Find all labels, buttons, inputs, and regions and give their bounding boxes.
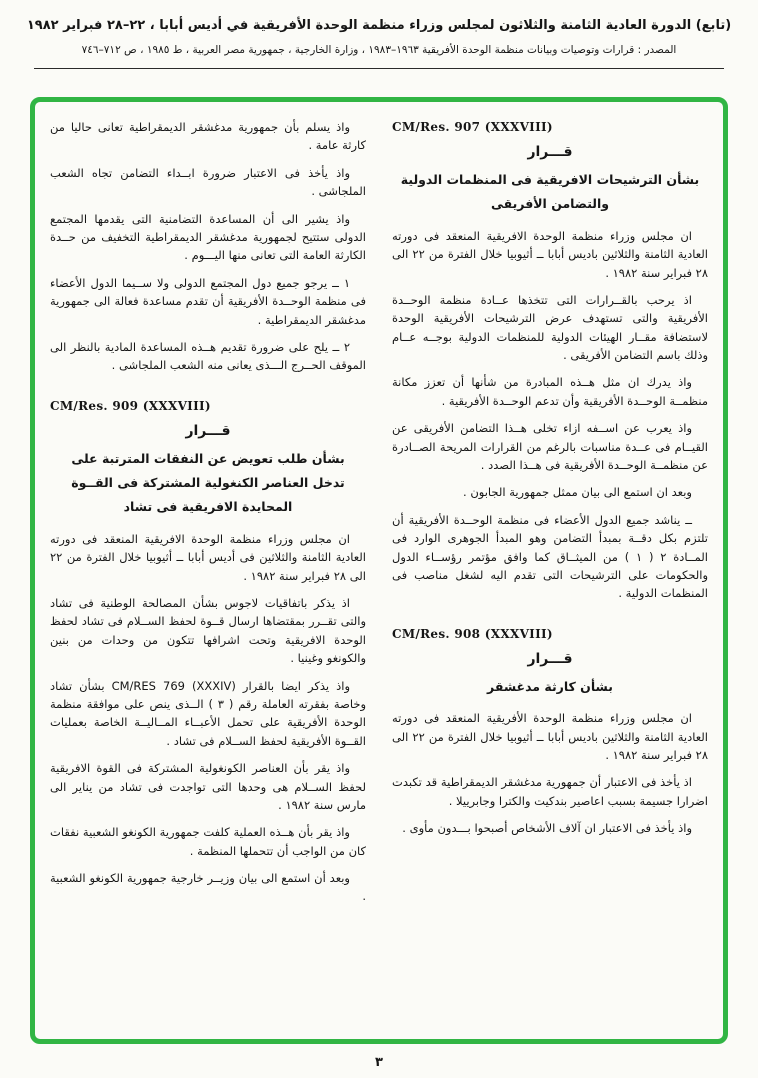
paragraph: واذ يدرك ان مثل هــذه المبادرة من شأنها أن تعزز مكانة منظمــة الوحــدة الأفريقية وأن تدعم الوحــدة الأفريقية . — [392, 375, 708, 408]
resolution-number-907: CM/Res. 907 (XXXVIII) — [392, 120, 553, 134]
paragraph: واذ يشير الى أن المساعدة التضامنية التى يقدمها المجتمع الدولى ستتيح لجمهورية مدغشقر الديمقراطية التخفيف من حــدة الكارثة العامة التى تعانى منها اليـــوم . — [50, 211, 366, 263]
column-right — [392, 118, 708, 1027]
paragraph: اذ يأخذ فى الاعتبار أن جمهورية مدغشقر الديمقراطية قد تكبدت اضرارا جسيمة بسبب اعاصير بندكيت والكترا وجابرييلا . — [392, 775, 708, 808]
paragraph: واذ يأخذ فى الاعتبار ضرورة ابــداء التضامن تجاه الشعب الملجاشى . — [50, 165, 366, 199]
paragraph: وبعد أن استمع الى بيان وزيــر خارجية جمهورية الكونغو الشعبية . — [50, 871, 366, 904]
resolution-number-908: CM/Res. 908 (XXXVIII) — [392, 626, 553, 641]
paragraph: واذ يأخذ فى الاعتبار ان آلاف الأشخاص أصبحوا بـــدون مأوى . — [402, 821, 692, 836]
resolution-title-908: بشأن كارثة مدغشقر — [487, 678, 613, 694]
green-border-frame — [30, 97, 728, 1044]
paragraph: اذ يذكر باتفاقيات لاجوس بشأن المصالحة الوطنية فى تشاد والتى تقــرر بمقتضاها ارسال قــوة لحفظ الســلام فى تشاد لحفظ الوحدة الافريقية وتحت اشرافها تتكون من وحدات من بنين والكونغو وغينيا . — [50, 595, 366, 666]
paragraph: واذ يقر بأن العناصر الكونغولية المشتركة فى القوة الافريقية لحفظ الســلام هى وحدها التى تواجدت فى تشاد من يناير الى مارس سنة ١٩٨٢ . — [50, 761, 366, 812]
paragraph: واذ يعرب عن اســفه ازاء تخلى هــذا التضامن الأفريقى عن القيــام فى عــدة مناسبات بالرغم من القرارات المريحة الصــادرة عن منظمــة الوحــدة الأفريقية فى هــذا الصدد . — [392, 421, 708, 473]
header-title: (تابع) الدورة العادية الثامنة والثلاثون لمجلس وزراء منظمة الوحدة الأفريقية في أديس أبابا ، ٢٢–٢٨ فبراير ١٩٨٢ — [26, 18, 732, 33]
header-divider — [34, 68, 724, 69]
resolution-heading-908: قـــرار — [527, 650, 573, 667]
document-header — [0, 0, 758, 60]
paragraph: ١ ــ يرجو جميع دول المجتمع الدولى ولا ســيما الدول الأعضاء فى منظمة الوحــدة الأفريقية أن تقدم مساعدة فعالة الى جمهورية مدغشقر الديمقراطية . — [50, 275, 366, 327]
paragraph: واذ يذكر ايضا بالقرار CM/RES 769 (XXXIV) بشأن تشاد وخاصة بفقرته العاملة رقم ( ٣ ) الــذى ينص على موافقة منظمة الوحدة الأفريقية على تحمل الأعبــاء المــاليــة الخاصة بعمليات القــوة الأفريقية لحفظ الســلام فى تشاد . — [50, 678, 366, 748]
page-number: ٣ — [375, 1055, 383, 1070]
header-source-line: المصدر : قرارات وتوصيات وبيانات منظمة الوحدة الأفريقية ١٩٦٣–١٩٨٣ ، وزارة الخارجية ، جمهورية مصر العربية ، ط ١٩٨٥ ، ص ٧١٢–٧٤٦ — [81, 43, 677, 56]
paragraph: ٢ ــ يلح على ضرورة تقديم هــذه المساعدة المادية بالنظر الى الموقف الحــرج الـــذى يعانى منه الشعب الملجاشى . — [50, 339, 366, 373]
paragraph: وبعد ان استمع الى بيان ممثل جمهورية الجابون . — [463, 485, 692, 500]
resolution-title-909: بشأن طلب تعويض عن النفقات المترتبة على تدخل العناصر الكنغولية المشتركة فى القــوة المحايدة الافريقية فى تشاد — [71, 450, 345, 515]
paragraph: ان مجلس وزراء منظمة الوحدة الأفريقية المنعقد فى دورته العادية الثامنة والثلاثين باديس أبابا ــ أثيوبيا خلال الفترة من ٢٢ الى ٢٨ فبراير سنة ١٩٨٢ . — [392, 711, 708, 762]
paragraph: اذ يرحب بالقــرارات التى تتخذها عــادة منظمة الوحــدة الأفريقية والتى تستهدف عرض الترشيحات الأفريقية الوحدة لاستضافة مقــار الهيئات الدولية للمنظمات الدولية بوجــه عــام وذلك باسم التضامن الأفريقى . — [392, 292, 708, 363]
paragraph: واذ يقر بأن هــذه العملية كلفت جمهورية الكونغو الشعبية نفقات كان من الواجب أن تتحملها المنظمة . — [50, 825, 366, 858]
resolution-title-907: بشأن الترشيحات الافريقية فى المنظمات الدولية والتضامن الأفريقى — [400, 172, 700, 212]
resolution-heading-909: قـــرار — [185, 422, 231, 439]
resolution-number-909: CM/Res. 909 (XXXVIII) — [50, 398, 211, 413]
column-left — [50, 118, 366, 1027]
resolution-heading-907: قـــرار — [527, 144, 573, 160]
paragraph: واذ يسلم بأن جمهورية مدغشقر الديمقراطية تعانى حاليا من كارثة عامة . — [50, 120, 366, 153]
paragraph: ان مجلس وزراء منظمة الوحدة الافريقية المنعقد فى دورته العادية الثامنة والثلاثين باديس أبابا ــ أثيوبيا خلال الفترة من ٢٢ الى ٢٨ فبراير سنة ١٩٨٢ . — [392, 228, 708, 280]
paragraph: ان مجلس وزراء منظمة الوحدة الافريقية المنعقد فى دورته العادية الثامنة والثلاثين فى أديس أبابا ــ أثيوبيا خلال الفترة من ٢٢ الى ٢٨ فبراير سنة ١٩٨٢ . — [50, 531, 366, 583]
paragraph: ــ يناشد جميع الدول الأعضاء فى منظمة الوحــدة الأفريقية أن تلتزم بكل دقــة بمبدأ التضامن وهو المبدأ الجوهرى الوارد فى المــادة ٢ ( ١ ) من الميثــاق كما وافق مؤتمر رؤســاء الدول والحكومات على الترشيحات التى تقدم اليه لشغل مناصب فى المنظمات الدولية . — [392, 512, 708, 601]
two-column-layout — [50, 118, 708, 1027]
